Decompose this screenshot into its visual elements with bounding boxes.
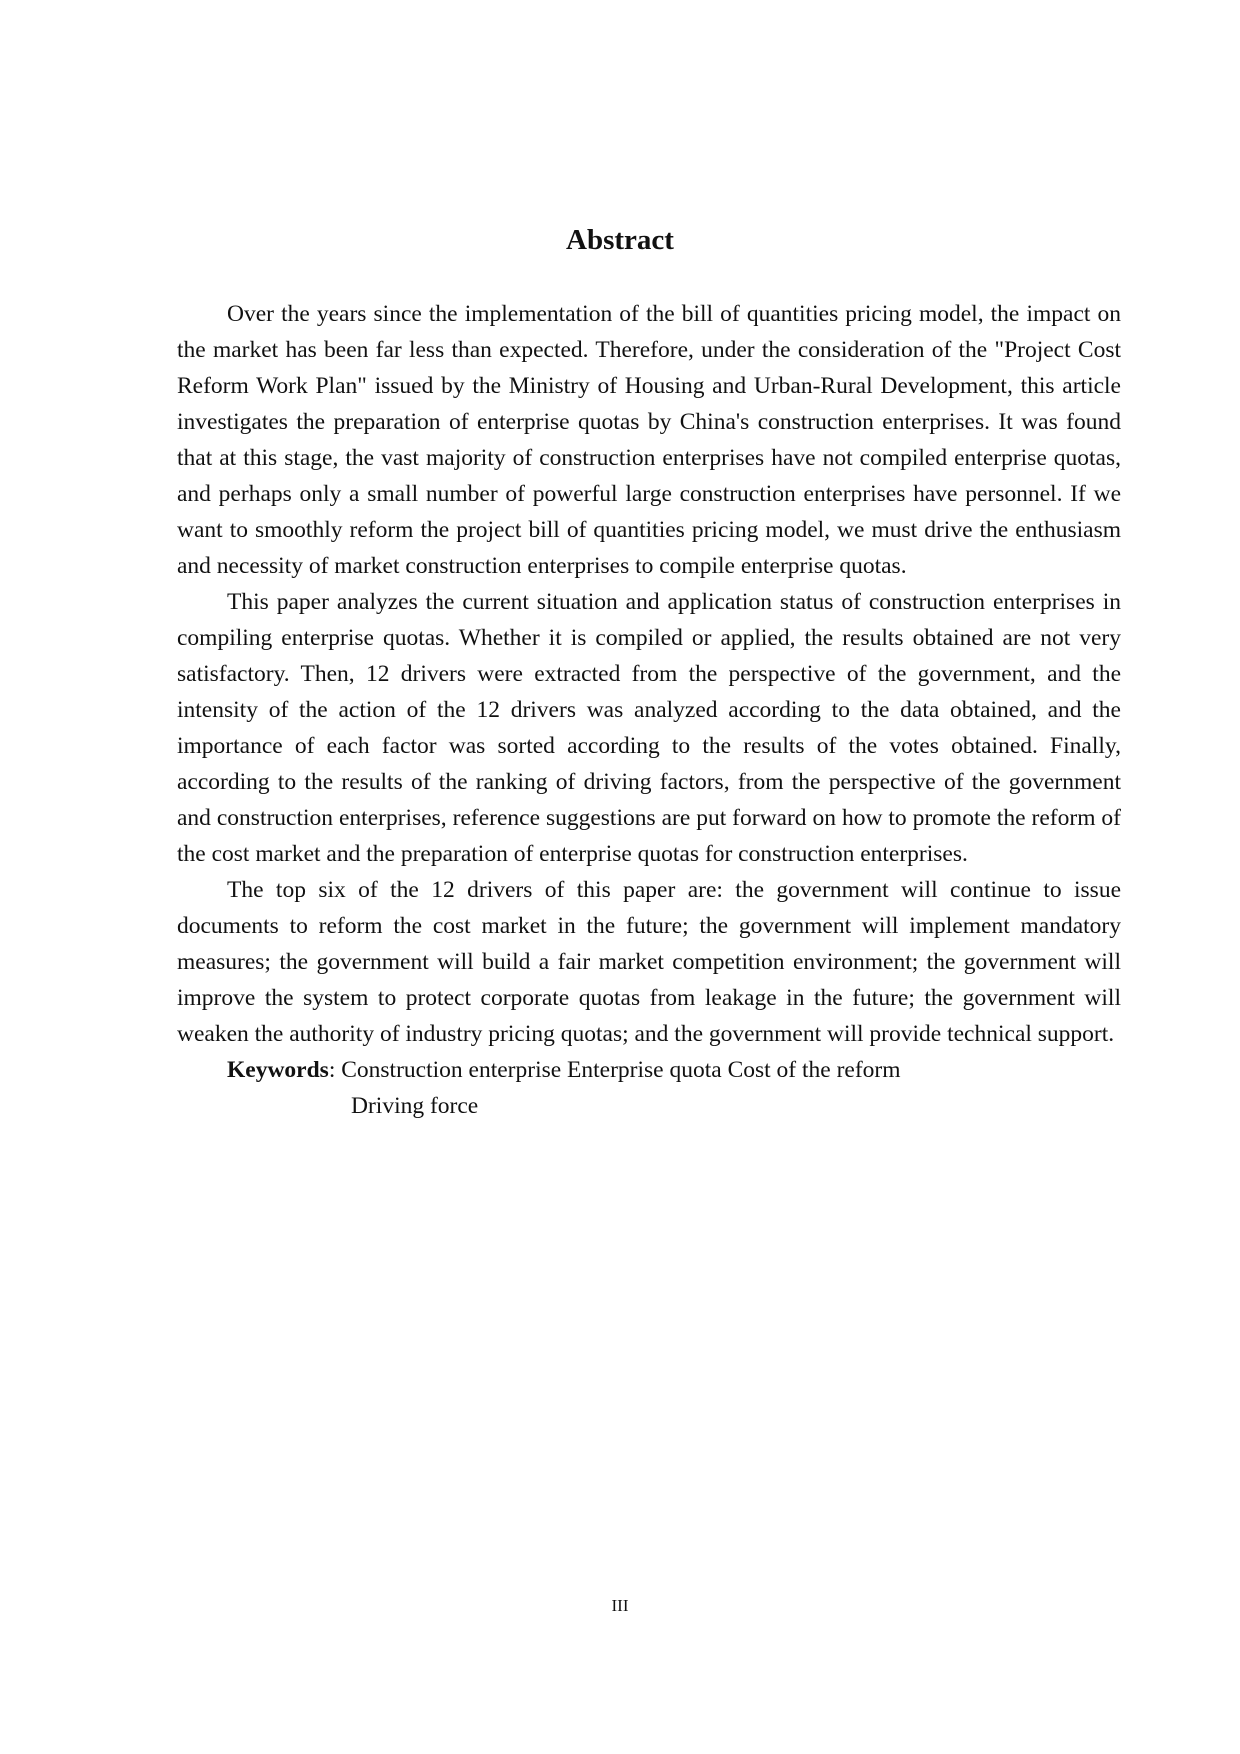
keywords-list: Construction enterprise Enterprise quota Cost of the reform <box>341 1057 901 1083</box>
keywords-label: Keywords <box>227 1057 329 1083</box>
keywords-separator: : <box>328 1057 342 1083</box>
abstract-paragraph-2: This paper analyzes the current situation and application status of construction enterprises in compiling enterprise quotas. Whether it is compiled or applied, the results obtained are not very satisfactory. Then, 12 drivers were extracted from the perspective of the government, and the intensity of the action of the 12 drivers was analyzed according to the data obtained, and the importance of each factor was sorted according to the results of the votes obtained. Finally, according to the results of the ranking of driving factors, from the perspective of the government and construction enterprises, reference suggestions are put forward on how to promote the reform of the cost market and the preparation of enterprise quotas for construction enterprises. <box>177 589 1121 867</box>
abstract-body <box>177 296 1121 1124</box>
keywords-continuation: Driving force <box>351 1093 479 1119</box>
keywords-line <box>177 1052 1121 1088</box>
abstract-paragraph-3: The top six of the 12 drivers of this paper are: the government will continue to issue documents to reform the cost market in the future; the government will implement mandatory measures; the government will build a fair market competition environment; the government will improve the system to protect corporate quotas from leakage in the future; the government will weaken the authority of industry pricing quotas; and the government will provide technical support. <box>177 877 1121 1047</box>
abstract-paragraph-1: Over the years since the implementation of the bill of quantities pricing model, the impact on the market has been far less than expected. Therefore, under the consideration of the "Project Cost Reform Work Plan" issued by the Ministry of Housing and Urban-Rural Development, this article investigates the preparation of enterprise quotas by China's construction enterprises. It was found that at this stage, the vast majority of construction enterprises have not compiled enterprise quotas, and perhaps only a small number of powerful large construction enterprises have personnel. If we want to smoothly reform the project bill of quantities pricing model, we must drive the enthusiasm and necessity of market construction enterprises to compile enterprise quotas. <box>177 301 1121 579</box>
page-number: III <box>611 1596 629 1615</box>
abstract-title: Abstract <box>566 224 674 256</box>
